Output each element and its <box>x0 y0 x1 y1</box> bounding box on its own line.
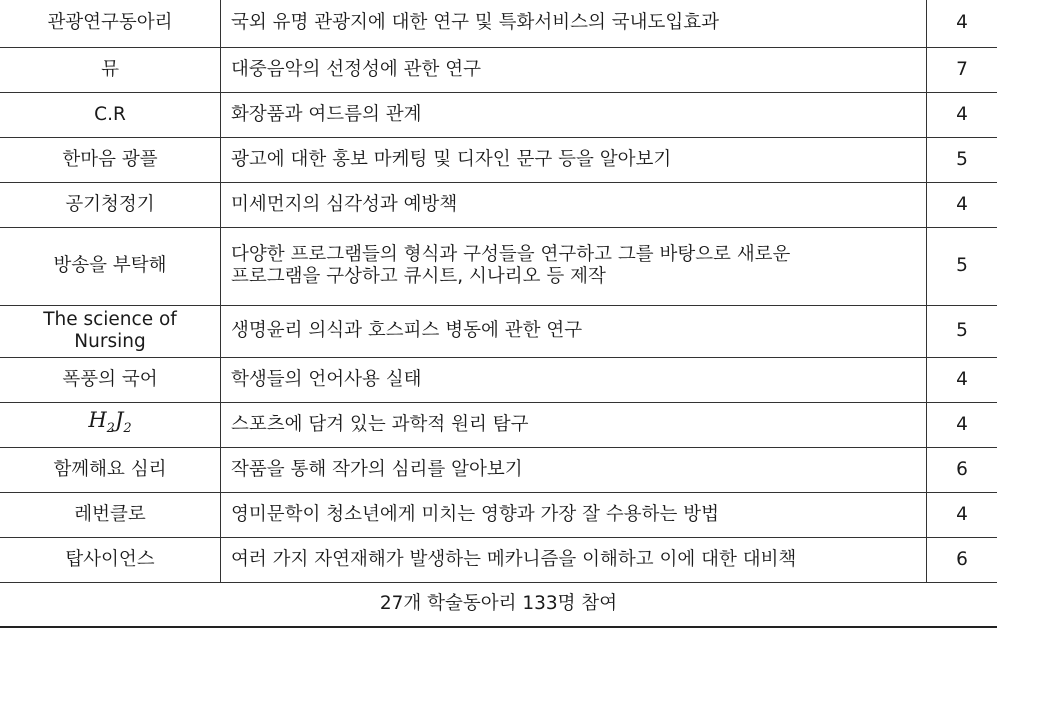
member-count: 4 <box>927 402 998 447</box>
member-count: 5 <box>927 227 998 305</box>
club-name: 레번클로 <box>0 492 221 537</box>
club-name-line: Nursing <box>74 331 146 352</box>
table-row <box>0 137 997 182</box>
table-row <box>0 357 997 402</box>
club-name: 방송을 부탁해 <box>0 227 221 305</box>
club-description: 영미문학이 청소년에게 미치는 영향과 가장 잘 수용하는 방법 <box>221 492 927 537</box>
member-count: 5 <box>927 305 998 357</box>
table-row <box>0 0 997 47</box>
description-line: 프로그램을 구상하고 큐시트, 시나리오 등 제작 <box>231 266 606 287</box>
club-description: 생명윤리 의식과 호스피스 병동에 관한 연구 <box>221 305 927 357</box>
member-count: 4 <box>927 492 998 537</box>
club-name: 공기청정기 <box>0 182 221 227</box>
table-row <box>0 47 997 92</box>
member-count: 6 <box>927 447 998 492</box>
description-line: 다양한 프로그램들의 형식과 구성들을 연구하고 그를 바탕으로 새로운 <box>231 244 791 265</box>
member-count: 4 <box>927 0 998 47</box>
club-name: 폭풍의 국어 <box>0 357 221 402</box>
club-name: 탑사이언스 <box>0 537 221 582</box>
summary-row <box>0 582 997 627</box>
club-description: 작품을 통해 작가의 심리를 알아보기 <box>221 447 927 492</box>
member-count: 5 <box>927 137 998 182</box>
club-name-formula: $H_2J_2$ <box>88 407 132 437</box>
club-description: 대중음악의 선정성에 관한 연구 <box>221 47 927 92</box>
club-description: 미세먼지의 심각성과 예방책 <box>221 182 927 227</box>
club-description: 스포츠에 담겨 있는 과학적 원리 탐구 <box>221 402 927 447</box>
member-count: 4 <box>927 92 998 137</box>
table-row <box>0 182 997 227</box>
table-row <box>0 492 997 537</box>
member-count: 6 <box>927 537 998 582</box>
club-name <box>0 402 221 447</box>
table-row <box>0 227 997 305</box>
club-description: 국외 유명 관광지에 대한 연구 및 특화서비스의 국내도입효과 <box>221 0 927 47</box>
table-row <box>0 537 997 582</box>
table-row <box>0 305 997 357</box>
member-count: 4 <box>927 357 998 402</box>
club-name <box>0 305 221 357</box>
club-description: 여러 가지 자연재해가 발생하는 메카니즘을 이해하고 이에 대한 대비책 <box>221 537 927 582</box>
club-description: 화장품과 여드름의 관계 <box>221 92 927 137</box>
table-row <box>0 92 997 137</box>
club-name: 관광연구동아리 <box>0 0 221 47</box>
club-description <box>221 227 927 305</box>
club-name: C.R <box>0 92 221 137</box>
club-name: 함께해요 심리 <box>0 447 221 492</box>
club-name-line: The science of <box>43 309 177 330</box>
member-count: 7 <box>927 47 998 92</box>
summary-text: 27개 학술동아리 133명 참여 <box>0 582 997 627</box>
member-count: 4 <box>927 182 998 227</box>
club-description: 광고에 대한 홍보 마케팅 및 디자인 문구 등을 알아보기 <box>221 137 927 182</box>
club-name: 뮤 <box>0 47 221 92</box>
table-row <box>0 447 997 492</box>
club-name: 한마음 광플 <box>0 137 221 182</box>
table-row <box>0 402 997 447</box>
club-description: 학생들의 언어사용 실태 <box>221 357 927 402</box>
